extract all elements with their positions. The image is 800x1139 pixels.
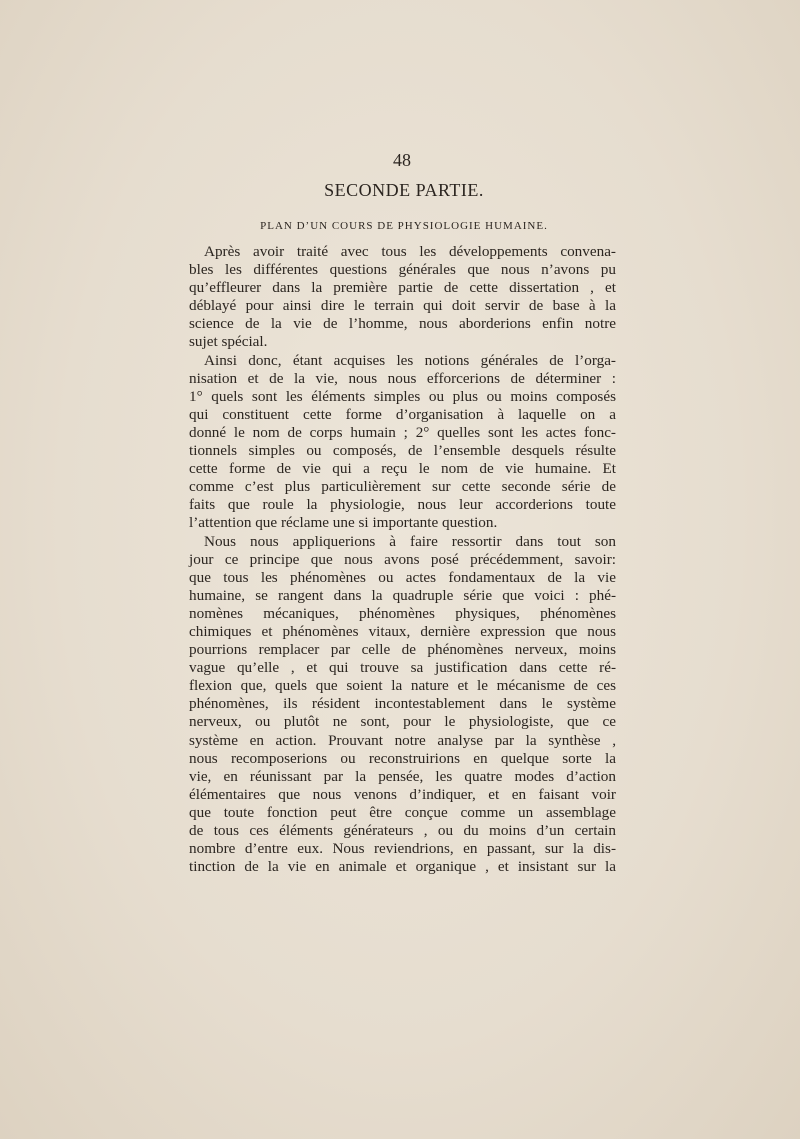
text-line: Ainsi donc, étant acquises les notions générales de l’orga- [204,351,616,369]
section-title: PLAN D’UN COURS DE PHYSIOLOGIE HUMAINE. [260,220,548,232]
text-line: jour ce principe que nous avons posé précédemment, savoir: [189,550,616,568]
text-line: l’attention que réclame une si importante question. [189,514,498,532]
text-line: nous recomposerions ou reconstruirions en quelque sorte la [189,749,616,767]
text-line: donné le nom de corps humain ; 2° quelles sont les actes fonc- [189,423,616,441]
text-line: nomènes mécaniques, phénomènes physiques, phénomènes [189,604,616,622]
text-line: que tous les phénomènes ou actes fondamentaux de la vie [189,568,616,586]
text-line: de tous ces éléments générateurs , ou du moins d’un certain [189,822,616,839]
text-line: science de la vie de l’homme, nous aborderions enfin notre [189,315,616,333]
text-line: nombre d’entre eux. Nous reviendrions, en passant, sur la dis- [189,840,616,858]
text-line: cette forme de vie qui a reçu le nom de vie humaine. Et [189,460,616,478]
page-number: 48 [393,150,411,170]
text-line: vague qu’elle , et qui trouve sa justification dans cette ré- [189,659,616,677]
text-line: que toute fonction peut être conçue comme un assemblage [189,803,616,821]
text-line: Après avoir traité avec tous les développements convena- [204,243,616,260]
text-line: déblayé pour ainsi dire le terrain qui doit servir de base à la [189,297,616,315]
text-line: faits que roule la physiologie, nous leur accorderions toute [189,496,616,514]
text-line: vie, en réunissant par la pensée, les quatre modes d’action [189,767,616,785]
text-line: tionnels simples ou composés, de l’ensemble desquels résulte [189,442,616,460]
text-line: bles les différentes questions générales que nous n’avons pu [189,261,616,279]
text-line: qu’effleurer dans la première partie de cette dissertation , et [189,279,616,297]
text-line: qui constituent cette forme d’organisation à laquelle on a [189,405,616,423]
text-line: comme c’est plus particulièrement sur cette seconde série de [189,478,616,496]
text-line: humaine, se rangent dans la quadruple série que voici : phé- [189,586,616,604]
text-line: système en action. Prouvant notre analyse par la synthèse , [189,731,616,749]
text-line: sujet spécial. [189,333,268,351]
text-line: flexion que, quels que soient la nature et le mécanisme de ces [189,677,616,695]
text-line: chimiques et phénomènes vitaux, dernière expression que nous [189,622,616,640]
text-line: nerveux, ou plutôt ne sont, pour le physiologiste, que ce [189,713,616,731]
text-line: 1° quels sont les éléments simples ou plus ou moins composés [189,387,616,405]
text-line: Nous nous appliquerions à faire ressortir dans tout son [204,532,616,550]
text-line: pourrions remplacer par celle de phénomènes nerveux, moins [189,641,616,659]
body-text [189,243,616,876]
part-title: SECONDE PARTIE. [324,180,484,200]
text-line: phénomènes, ils résident incontestablement dans le système [189,695,616,713]
text-line: nisation et de la vie, nous nous efforcerions de déterminer : [189,369,616,387]
text-line: tinction de la vie en animale et organique , et insistant sur la [189,858,616,876]
text-line: élémentaires que nous venons d’indiquer, et en faisant voir [189,785,616,803]
